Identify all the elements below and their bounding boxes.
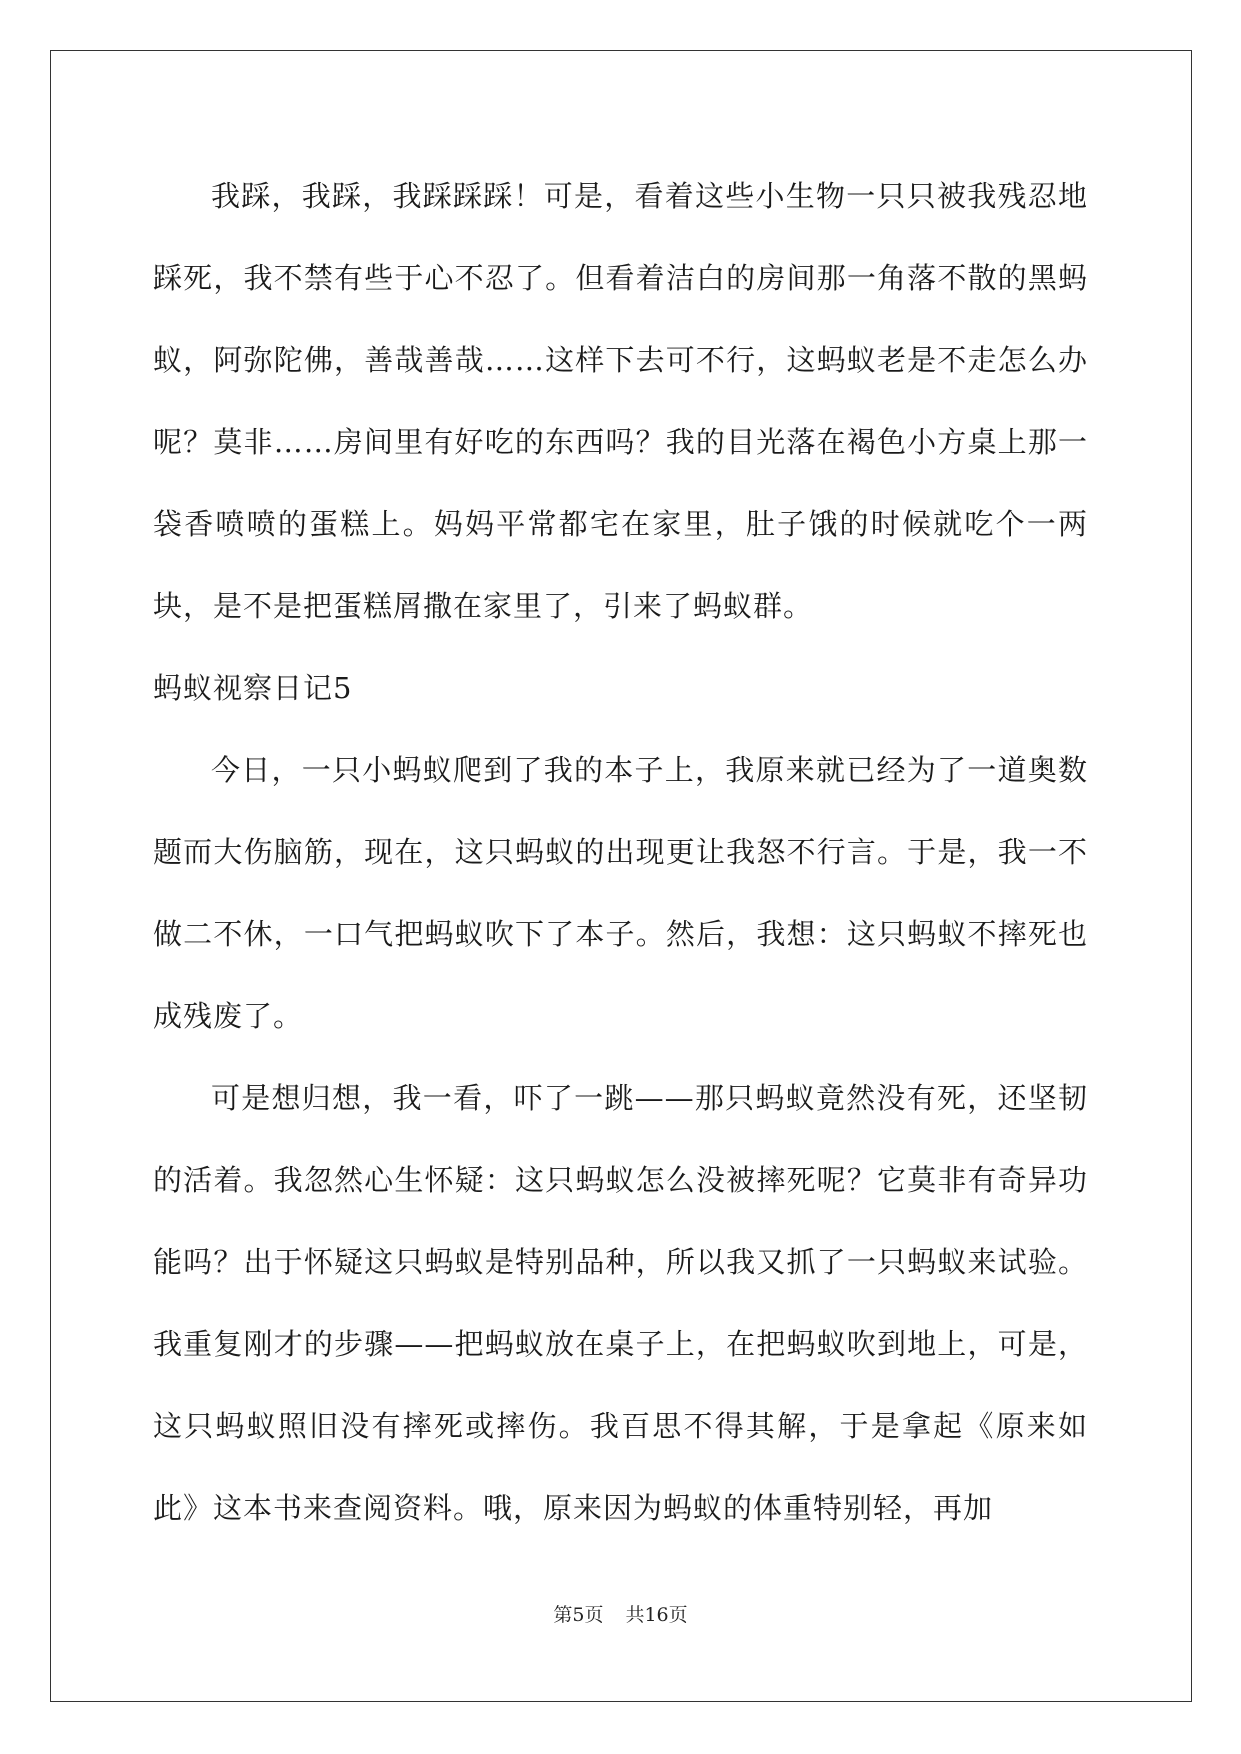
document-body xyxy=(153,155,1088,1549)
page-total: 共16页 xyxy=(625,1604,688,1626)
paragraph-1: 我踩，我踩，我踩踩踩！可是，看着这些小生物一只只被我残忍地踩死，我不禁有些于心不忍了。但看着洁白的房间那一角落不散的黑蚂蚁，阿弥陀佛，善哉善哉……这样下去可不行，这蚂蚁老是不走怎么办呢？莫非……房间里有好吃的东西吗？我的目光落在褐色小方桌上那一袋香喷喷的蛋糕上。妈妈平常都宅在家里，肚子饿的时候就吃个一两块，是不是把蛋糕屑撒在家里了，引来了蚂蚁群。 xyxy=(153,179,1088,623)
page-footer xyxy=(0,1600,1241,1627)
section-heading: 蚂蚁视察日记5 xyxy=(153,671,353,705)
page-number: 第5页 xyxy=(553,1604,604,1626)
paragraph-3: 可是想归想，我一看，吓了一跳——那只蚂蚁竟然没有死，还坚韧的活着。我忽然心生怀疑：这只蚂蚁怎么没被摔死呢？它莫非有奇异功能吗？出于怀疑这只蚂蚁是特别品种，所以我又抓了一只蚂蚁来试验。我重复刚才的步骤——把蚂蚁放在桌子上，在把蚂蚁吹到地上，可是，这只蚂蚁照旧没有摔死或摔伤。我百思不得其解，于是拿起《原来如此》这本书来查阅资料。哦，原来因为蚂蚁的体重特别轻，再加 xyxy=(153,1081,1088,1525)
paragraph-2: 今日，一只小蚂蚁爬到了我的本子上，我原来就已经为了一道奥数题而大伤脑筋，现在，这只蚂蚁的出现更让我怒不行言。于是，我一不做二不休，一口气把蚂蚁吹下了本子。然后，我想：这只蚂蚁不摔死也成残废了。 xyxy=(153,753,1088,1033)
